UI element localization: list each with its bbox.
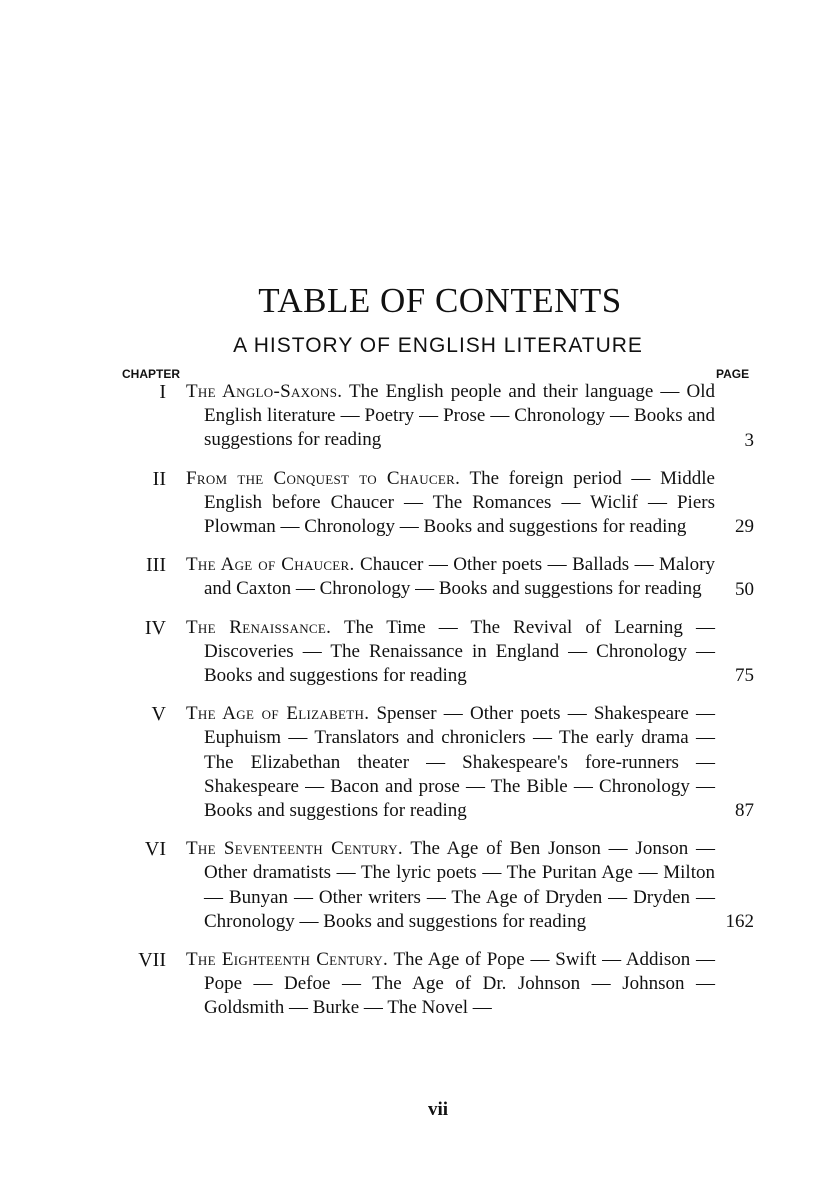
chapter-heading: The Age of Chaucer.	[186, 554, 355, 576]
page-column-header: PAGE	[716, 367, 750, 381]
chapter-column-header: CHAPTER	[122, 367, 181, 381]
chapter-numeral: I	[159, 381, 166, 403]
chapter-heading: The Anglo-Saxons.	[186, 381, 343, 402]
chapter-numeral: IV	[144, 616, 166, 639]
chapter-page: 162	[725, 911, 754, 933]
chapter-description: The foreign period — Middle English before Chaucer — The Romances — Wiclif — Piers Plowman — Chronology — Books and suggestions for reading	[204, 467, 715, 538]
chapter-page: 29	[735, 516, 754, 538]
chapter-numeral: VI	[144, 838, 166, 861]
chapter-page: 3	[744, 429, 754, 451]
chapter-numeral: VII	[138, 949, 166, 972]
contents-list	[0, 380, 840, 1035]
chapter-text	[186, 553, 715, 601]
chapter-heading: The Renaissance.	[186, 616, 332, 638]
toc-entry	[0, 948, 840, 1021]
chapter-numeral: II	[152, 467, 166, 490]
toc-entry	[0, 616, 840, 689]
chapter-heading: The Seventeenth Century.	[186, 838, 403, 860]
page-title: TABLE OF CONTENTS	[258, 281, 622, 321]
chapter-description: Chaucer — Other poets — Ballads — Malory and Caxton — Chronology — Books and suggestions for reading	[204, 554, 715, 600]
chapter-page: 75	[735, 665, 754, 687]
chapter-text	[186, 616, 715, 689]
chapter-text	[186, 380, 715, 453]
toc-entry	[0, 553, 840, 601]
chapter-page: 87	[735, 800, 754, 822]
chapter-text	[186, 467, 715, 540]
chapter-heading: From the Conquest to Chaucer.	[186, 467, 461, 489]
toc-entry	[0, 837, 840, 934]
chapter-numeral: V	[151, 703, 166, 726]
chapter-heading: The Eighteenth Century.	[186, 949, 389, 971]
chapter-text	[186, 837, 716, 934]
chapter-description: Spenser — Other poets — Shakespeare — Euphuism — Translators and chroniclers — The early drama — The Elizabethan theater — Shakespeare's fore-runners — Shakespeare — Bacon and prose — The Bible — Chronology — Books and suggestions for reading	[204, 703, 715, 822]
chapter-description: The Age of Pope — Swift — Addison — Pope — Defoe — The Age of Dr. Johnson — Johnson — Goldsmith — Burke — The Novel —	[204, 949, 715, 1019]
chapter-numeral: III	[146, 554, 166, 577]
chapter-description: The Time — The Revival of Learning — Discoveries — The Renaissance in England — Chronology — Books and suggestions for reading	[204, 616, 715, 687]
toc-entry	[0, 380, 840, 453]
chapter-description: The Age of Ben Jonson — Jonson — Other dramatists — The lyric poets — The Puritan Age — Milton — Bunyan — Other writers — The Age of Dryden — Dryden — Chronology — Books and suggestions for reading	[204, 838, 716, 932]
page-folio: vii	[427, 1099, 449, 1120]
chapter-text	[186, 948, 715, 1021]
chapter-heading: The Age of Elizabeth.	[186, 703, 370, 725]
book-title: A HISTORY OF ENGLISH LITERATURE	[233, 334, 643, 357]
toc-entry	[0, 467, 840, 540]
toc-entry	[0, 702, 840, 823]
chapter-text	[186, 702, 715, 823]
chapter-page: 50	[735, 578, 754, 600]
chapter-description: The English people and their language — Old English literature — Poetry — Prose — Chronology — Books and suggestions for reading	[204, 381, 715, 451]
